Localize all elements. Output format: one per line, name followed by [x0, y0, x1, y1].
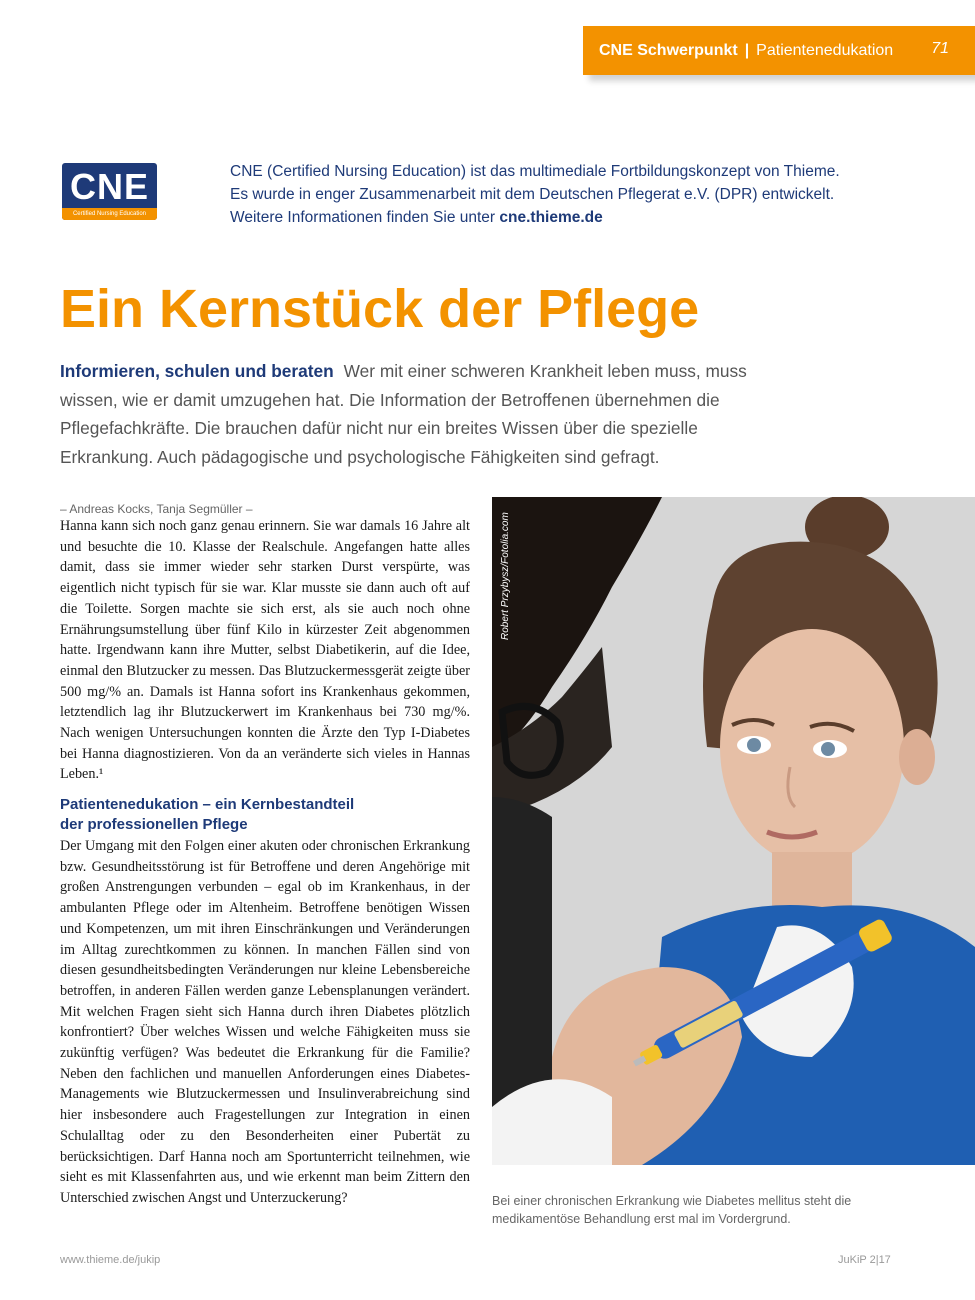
article-paragraph-2: Der Umgang mit den Folgen einer akuten oder chronischen Erkrankung bzw. Gesundheitsstörung ist für Betroffene und deren Angehörige mit großen Anstrengungen verbunden – egal ob im Krankenhaus, in der ambulanten Pflege oder im Altenheim. Betroffene benötigen Wissen und Kompetenzen, um mit ihren Einschränkungen und Veränderungen im Alltag zurechtkommen zu können. In manchen Fällen sind von diesen gesundheitsbedingten Veränderungen nur kleine Lebensbereiche betroffen, in anderen Fällen werden ganze Lebensplanungen verändert. Mit welchen Fragen sieht sich Hanna durch ihren Diabetes plötzlich konfrontiert? Über welches Wissen und welche Fähigkeiten muss sie zukünftig verfügen? Was bedeutet die Erkrankung für die Familie? Neben den fachlichen und manuellen Anforderungen eines Diabetes-Managements wie Blutzuckermessen und Insulinverabreichung sind hier insbesondere auch Fragestellungen zur Integration in einen Schulalltag oder zu den Besonderheiten einer Pubertät zu berücksichtigen. Darf Hanna noch am Sportunterricht teilnehmen, wie sieht es mit Klassenfahrten aus, und wie erkennt man beim Zittern den Unterschied zwischen Angst und Unterzuckerung?: [60, 838, 470, 1206]
subheading-line-2: der professionellen Pflege: [60, 816, 248, 833]
page-number: 71: [931, 40, 949, 57]
header-band: [583, 26, 975, 75]
byline: – Andreas Kocks, Tanja Segmüller –: [60, 502, 253, 516]
intro-line-2: Es wurde in enger Zusammenarbeit mit dem Deutschen Pflegerat e.V. (DPR) entwickelt.: [230, 186, 835, 203]
lead-text: Wer mit einer schweren Krankheit leben muss, muss wissen, wie er damit umzugehen hat. Die Information der Betroffenen übernehmen die Pflegefachkräfte. Die brauchen dafür nicht nur ein breites Wissen über die spezielle Erkrankung. Auch pädagogische und psychologische Fähigkeiten sind gefragt.: [60, 361, 747, 467]
footer-issue: JuKiP 2|17: [838, 1254, 891, 1266]
lead-title: Informieren, schulen und beraten: [60, 361, 334, 381]
photo-caption: Bei einer chronischen Erkrankung wie Diabetes mellitus steht die medikamentöse Behandlung erst mal im Vordergrund.: [492, 1194, 852, 1226]
intro-line-3: [230, 206, 930, 229]
header-section: CNE Schwerpunkt: [599, 41, 738, 59]
cne-link[interactable]: cne.thieme.de: [499, 209, 603, 226]
intro-line-1: CNE (Certified Nursing Education) ist das multimediale Fortbildungskonzept von Thieme.: [230, 163, 840, 180]
photo-credit: Robert Przybysz/Fotolia.com: [500, 512, 511, 640]
article-subheading: [60, 795, 470, 835]
article-lead: [60, 357, 780, 471]
cne-intro: [230, 160, 930, 229]
article-photo: [492, 497, 975, 1165]
header-topic: Patientenedukation: [756, 41, 894, 59]
cne-logo-subtitle: Certified Nursing Education: [62, 208, 157, 220]
footer-url[interactable]: www.thieme.de/jukip: [60, 1254, 161, 1266]
article-paragraph-1: Hanna kann sich noch ganz genau erinnern. Sie war damals 16 Jahre alt und besuchte die 10. Klasse der Realschule. Angefangen hatte alles damit, dass sie immer wieder sehr starken Durst verspürte, was eigentlich nicht typisch für sie war. Klar musste sie dann auch oft auf die Toilette. Sorgen machte sie sich erst, als sie auch noch ohne Ernährungsumstellung über fünf Kilo in kürzester Zeit abgenommen hatte. Irgendwann kann ihre Mutter, selbst Diabetikerin, auf die Idee, einmal den Blutzucker zu messen. Das Blutzuckermessgerät zeigte über 500 mg/% an. Damals ist Hanna sofort ins Krankenhaus gekommen, letztendlich lag ihr Blutzuckerwert im Krankenhaus bei 730 mg/%. Nach wenigen Untersuchungen konnten die Ärzte den Typ I-Diabetes bei Hanna diagnostizieren. Von da an veränderte sich vieles in Hannas Leben.¹: [60, 518, 470, 783]
article-headline: Ein Kernstück der Pflege: [60, 279, 700, 339]
intro-line-3-prefix: Weitere Informationen finden Sie unter: [230, 209, 500, 226]
photo-illustration: [492, 497, 975, 1165]
cne-logo-letters: CNE: [69, 166, 149, 207]
header-separator: |: [744, 41, 750, 59]
cne-logo: [62, 163, 157, 220]
subheading-line-1: Patientenedukation – ein Kernbestandteil: [60, 796, 355, 813]
